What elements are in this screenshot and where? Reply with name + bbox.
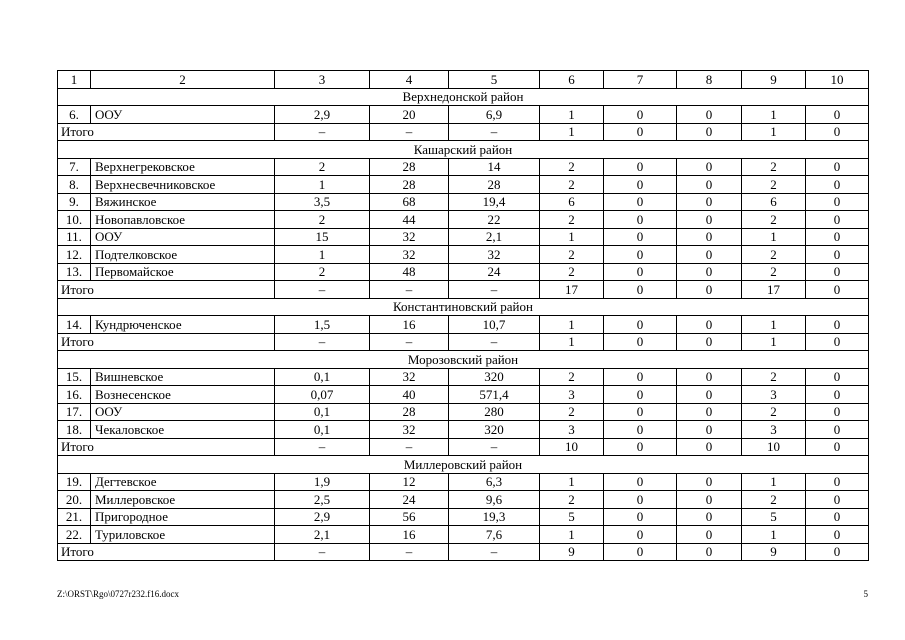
cell-c4: 40 bbox=[370, 386, 449, 404]
row-number: 20. bbox=[58, 491, 91, 509]
cell-c10: 0 bbox=[806, 368, 869, 386]
cell-c10: 0 bbox=[806, 491, 869, 509]
column-header: 8 bbox=[677, 71, 742, 89]
cell-c8: 0 bbox=[677, 473, 742, 491]
total-c4: – bbox=[370, 281, 449, 299]
cell-c5: 10,7 bbox=[449, 316, 540, 334]
cell-c6: 1 bbox=[540, 316, 604, 334]
total-c10: 0 bbox=[806, 543, 869, 561]
cell-c8: 0 bbox=[677, 508, 742, 526]
total-c3: – bbox=[275, 438, 370, 456]
section-row bbox=[58, 298, 869, 316]
total-row bbox=[58, 438, 869, 456]
section-title: Константиновский район bbox=[58, 298, 869, 316]
total-label: Итого bbox=[58, 543, 275, 561]
cell-c5: 19,3 bbox=[449, 508, 540, 526]
cell-c4: 68 bbox=[370, 193, 449, 211]
cell-c9: 3 bbox=[742, 421, 806, 439]
cell-c4: 32 bbox=[370, 368, 449, 386]
cell-c4: 32 bbox=[370, 228, 449, 246]
table-row bbox=[58, 508, 869, 526]
total-row bbox=[58, 123, 869, 141]
total-c3: – bbox=[275, 333, 370, 351]
cell-c3: 2 bbox=[275, 158, 370, 176]
settlement-name: Вяжинское bbox=[91, 193, 275, 211]
total-row bbox=[58, 333, 869, 351]
cell-c3: 2,1 bbox=[275, 526, 370, 544]
cell-c8: 0 bbox=[677, 193, 742, 211]
total-c10: 0 bbox=[806, 438, 869, 456]
section-title: Морозовский район bbox=[58, 351, 869, 369]
table-row bbox=[58, 193, 869, 211]
cell-c6: 5 bbox=[540, 508, 604, 526]
column-header: 1 bbox=[58, 71, 91, 89]
total-c4: – bbox=[370, 123, 449, 141]
cell-c10: 0 bbox=[806, 158, 869, 176]
total-c8: 0 bbox=[677, 123, 742, 141]
cell-c5: 320 bbox=[449, 421, 540, 439]
cell-c3: 1,5 bbox=[275, 316, 370, 334]
cell-c5: 9,6 bbox=[449, 491, 540, 509]
cell-c10: 0 bbox=[806, 263, 869, 281]
total-c9: 10 bbox=[742, 438, 806, 456]
row-number: 13. bbox=[58, 263, 91, 281]
total-c7: 0 bbox=[604, 333, 677, 351]
table-row bbox=[58, 228, 869, 246]
cell-c7: 0 bbox=[604, 368, 677, 386]
cell-c4: 24 bbox=[370, 491, 449, 509]
cell-c3: 2 bbox=[275, 263, 370, 281]
cell-c3: 2,9 bbox=[275, 508, 370, 526]
table-row bbox=[58, 158, 869, 176]
cell-c9: 2 bbox=[742, 403, 806, 421]
table-row bbox=[58, 368, 869, 386]
column-header: 10 bbox=[806, 71, 869, 89]
cell-c4: 32 bbox=[370, 246, 449, 264]
total-c7: 0 bbox=[604, 123, 677, 141]
row-number: 22. bbox=[58, 526, 91, 544]
total-c5: – bbox=[449, 123, 540, 141]
row-number: 14. bbox=[58, 316, 91, 334]
cell-c3: 0,1 bbox=[275, 368, 370, 386]
cell-c7: 0 bbox=[604, 526, 677, 544]
cell-c5: 6,3 bbox=[449, 473, 540, 491]
cell-c4: 20 bbox=[370, 106, 449, 124]
cell-c3: 2,9 bbox=[275, 106, 370, 124]
section-row bbox=[58, 141, 869, 159]
cell-c7: 0 bbox=[604, 228, 677, 246]
cell-c3: 1,9 bbox=[275, 473, 370, 491]
cell-c9: 2 bbox=[742, 176, 806, 194]
row-number: 21. bbox=[58, 508, 91, 526]
cell-c8: 0 bbox=[677, 386, 742, 404]
cell-c10: 0 bbox=[806, 176, 869, 194]
table-row bbox=[58, 526, 869, 544]
cell-c6: 1 bbox=[540, 106, 604, 124]
cell-c9: 2 bbox=[742, 246, 806, 264]
row-number: 7. bbox=[58, 158, 91, 176]
total-c3: – bbox=[275, 543, 370, 561]
row-number: 18. bbox=[58, 421, 91, 439]
total-c6: 1 bbox=[540, 333, 604, 351]
cell-c5: 24 bbox=[449, 263, 540, 281]
cell-c9: 1 bbox=[742, 473, 806, 491]
cell-c6: 2 bbox=[540, 403, 604, 421]
row-number: 19. bbox=[58, 473, 91, 491]
cell-c9: 1 bbox=[742, 316, 806, 334]
settlement-name: Новопавловское bbox=[91, 211, 275, 229]
cell-c10: 0 bbox=[806, 526, 869, 544]
cell-c10: 0 bbox=[806, 386, 869, 404]
cell-c10: 0 bbox=[806, 508, 869, 526]
total-c9: 1 bbox=[742, 123, 806, 141]
settlement-name: Миллеровское bbox=[91, 491, 275, 509]
cell-c4: 48 bbox=[370, 263, 449, 281]
cell-c5: 320 bbox=[449, 368, 540, 386]
cell-c9: 3 bbox=[742, 386, 806, 404]
section-row bbox=[58, 351, 869, 369]
total-c7: 0 bbox=[604, 543, 677, 561]
total-c10: 0 bbox=[806, 333, 869, 351]
table-row bbox=[58, 106, 869, 124]
total-c6: 9 bbox=[540, 543, 604, 561]
cell-c6: 3 bbox=[540, 386, 604, 404]
settlement-name: Вишневское bbox=[91, 368, 275, 386]
cell-c5: 19,4 bbox=[449, 193, 540, 211]
cell-c3: 15 bbox=[275, 228, 370, 246]
row-number: 11. bbox=[58, 228, 91, 246]
column-header: 2 bbox=[91, 71, 275, 89]
settlement-name: Пригородное bbox=[91, 508, 275, 526]
total-c8: 0 bbox=[677, 438, 742, 456]
total-label: Итого bbox=[58, 438, 275, 456]
cell-c7: 0 bbox=[604, 106, 677, 124]
cell-c8: 0 bbox=[677, 158, 742, 176]
cell-c4: 16 bbox=[370, 316, 449, 334]
cell-c9: 5 bbox=[742, 508, 806, 526]
cell-c9: 6 bbox=[742, 193, 806, 211]
cell-c5: 7,6 bbox=[449, 526, 540, 544]
settlement-name: Кундрюченское bbox=[91, 316, 275, 334]
column-header: 6 bbox=[540, 71, 604, 89]
cell-c7: 0 bbox=[604, 403, 677, 421]
total-c6: 1 bbox=[540, 123, 604, 141]
cell-c5: 32 bbox=[449, 246, 540, 264]
cell-c8: 0 bbox=[677, 263, 742, 281]
cell-c5: 14 bbox=[449, 158, 540, 176]
cell-c7: 0 bbox=[604, 386, 677, 404]
total-c8: 0 bbox=[677, 543, 742, 561]
cell-c7: 0 bbox=[604, 176, 677, 194]
total-c3: – bbox=[275, 123, 370, 141]
cell-c4: 28 bbox=[370, 403, 449, 421]
table-row bbox=[58, 316, 869, 334]
row-number: 12. bbox=[58, 246, 91, 264]
total-c9: 9 bbox=[742, 543, 806, 561]
settlement-name: ООУ bbox=[91, 228, 275, 246]
cell-c6: 2 bbox=[540, 158, 604, 176]
cell-c6: 2 bbox=[540, 246, 604, 264]
cell-c9: 1 bbox=[742, 106, 806, 124]
cell-c4: 44 bbox=[370, 211, 449, 229]
cell-c9: 2 bbox=[742, 263, 806, 281]
cell-c6: 1 bbox=[540, 473, 604, 491]
total-c5: – bbox=[449, 543, 540, 561]
column-header: 3 bbox=[275, 71, 370, 89]
cell-c3: 0,1 bbox=[275, 421, 370, 439]
settlement-name: Верхнесвечниковское bbox=[91, 176, 275, 194]
cell-c3: 2,5 bbox=[275, 491, 370, 509]
total-row bbox=[58, 281, 869, 299]
section-title: Кашарский район bbox=[58, 141, 869, 159]
total-label: Итого bbox=[58, 281, 275, 299]
table-row bbox=[58, 263, 869, 281]
cell-c6: 1 bbox=[540, 228, 604, 246]
cell-c4: 56 bbox=[370, 508, 449, 526]
settlement-name: Чекаловское bbox=[91, 421, 275, 439]
table-row bbox=[58, 491, 869, 509]
settlement-name: ООУ bbox=[91, 106, 275, 124]
cell-c6: 2 bbox=[540, 263, 604, 281]
cell-c3: 0,07 bbox=[275, 386, 370, 404]
cell-c10: 0 bbox=[806, 193, 869, 211]
total-c8: 0 bbox=[677, 281, 742, 299]
cell-c4: 28 bbox=[370, 158, 449, 176]
cell-c6: 2 bbox=[540, 176, 604, 194]
settlement-name: Дегтевское bbox=[91, 473, 275, 491]
cell-c3: 3,5 bbox=[275, 193, 370, 211]
cell-c7: 0 bbox=[604, 491, 677, 509]
column-header: 9 bbox=[742, 71, 806, 89]
cell-c7: 0 bbox=[604, 263, 677, 281]
cell-c3: 1 bbox=[275, 176, 370, 194]
file-path: Z:\ORST\Rgo\0727r232.f16.docx bbox=[57, 589, 179, 599]
total-label: Итого bbox=[58, 333, 275, 351]
cell-c3: 1 bbox=[275, 246, 370, 264]
cell-c6: 1 bbox=[540, 526, 604, 544]
cell-c10: 0 bbox=[806, 106, 869, 124]
cell-c7: 0 bbox=[604, 421, 677, 439]
cell-c10: 0 bbox=[806, 228, 869, 246]
settlement-name: Подтелковское bbox=[91, 246, 275, 264]
cell-c8: 0 bbox=[677, 368, 742, 386]
cell-c7: 0 bbox=[604, 473, 677, 491]
section-title: Миллеровский район bbox=[58, 456, 869, 474]
column-header: 5 bbox=[449, 71, 540, 89]
column-header: 4 bbox=[370, 71, 449, 89]
table-row bbox=[58, 473, 869, 491]
cell-c10: 0 bbox=[806, 246, 869, 264]
total-c9: 17 bbox=[742, 281, 806, 299]
cell-c7: 0 bbox=[604, 193, 677, 211]
total-c3: – bbox=[275, 281, 370, 299]
total-c4: – bbox=[370, 333, 449, 351]
total-c4: – bbox=[370, 543, 449, 561]
cell-c6: 2 bbox=[540, 491, 604, 509]
table-row bbox=[58, 211, 869, 229]
cell-c9: 2 bbox=[742, 491, 806, 509]
row-number: 17. bbox=[58, 403, 91, 421]
cell-c8: 0 bbox=[677, 176, 742, 194]
table-row bbox=[58, 386, 869, 404]
cell-c8: 0 bbox=[677, 246, 742, 264]
table-row bbox=[58, 403, 869, 421]
cell-c10: 0 bbox=[806, 473, 869, 491]
section-row bbox=[58, 456, 869, 474]
total-c8: 0 bbox=[677, 333, 742, 351]
settlement-name: Туриловское bbox=[91, 526, 275, 544]
data-table bbox=[57, 70, 869, 561]
row-number: 15. bbox=[58, 368, 91, 386]
cell-c8: 0 bbox=[677, 316, 742, 334]
total-c5: – bbox=[449, 333, 540, 351]
row-number: 8. bbox=[58, 176, 91, 194]
cell-c9: 2 bbox=[742, 158, 806, 176]
total-c6: 10 bbox=[540, 438, 604, 456]
cell-c10: 0 bbox=[806, 421, 869, 439]
table-row bbox=[58, 421, 869, 439]
cell-c5: 22 bbox=[449, 211, 540, 229]
cell-c7: 0 bbox=[604, 316, 677, 334]
cell-c4: 12 bbox=[370, 473, 449, 491]
row-number: 10. bbox=[58, 211, 91, 229]
total-c6: 17 bbox=[540, 281, 604, 299]
cell-c6: 2 bbox=[540, 211, 604, 229]
cell-c8: 0 bbox=[677, 403, 742, 421]
cell-c7: 0 bbox=[604, 158, 677, 176]
table-row bbox=[58, 176, 869, 194]
total-c10: 0 bbox=[806, 281, 869, 299]
cell-c10: 0 bbox=[806, 316, 869, 334]
total-c5: – bbox=[449, 281, 540, 299]
row-number: 6. bbox=[58, 106, 91, 124]
total-row bbox=[58, 543, 869, 561]
cell-c5: 280 bbox=[449, 403, 540, 421]
cell-c4: 32 bbox=[370, 421, 449, 439]
total-c10: 0 bbox=[806, 123, 869, 141]
page-number: 5 bbox=[863, 589, 868, 599]
cell-c5: 28 bbox=[449, 176, 540, 194]
column-header: 7 bbox=[604, 71, 677, 89]
settlement-name: Первомайское bbox=[91, 263, 275, 281]
cell-c7: 0 bbox=[604, 211, 677, 229]
cell-c10: 0 bbox=[806, 403, 869, 421]
total-c5: – bbox=[449, 438, 540, 456]
cell-c10: 0 bbox=[806, 211, 869, 229]
cell-c3: 0,1 bbox=[275, 403, 370, 421]
row-number: 16. bbox=[58, 386, 91, 404]
cell-c9: 1 bbox=[742, 228, 806, 246]
table-row bbox=[58, 246, 869, 264]
row-number: 9. bbox=[58, 193, 91, 211]
cell-c4: 16 bbox=[370, 526, 449, 544]
cell-c9: 1 bbox=[742, 526, 806, 544]
total-c4: – bbox=[370, 438, 449, 456]
total-c7: 0 bbox=[604, 438, 677, 456]
cell-c5: 571,4 bbox=[449, 386, 540, 404]
total-c7: 0 bbox=[604, 281, 677, 299]
settlement-name: Вознесенское bbox=[91, 386, 275, 404]
cell-c8: 0 bbox=[677, 526, 742, 544]
settlement-name: Верхнегрековское bbox=[91, 158, 275, 176]
cell-c4: 28 bbox=[370, 176, 449, 194]
cell-c8: 0 bbox=[677, 491, 742, 509]
cell-c9: 2 bbox=[742, 368, 806, 386]
cell-c8: 0 bbox=[677, 106, 742, 124]
cell-c8: 0 bbox=[677, 211, 742, 229]
cell-c8: 0 bbox=[677, 421, 742, 439]
cell-c5: 6,9 bbox=[449, 106, 540, 124]
cell-c6: 6 bbox=[540, 193, 604, 211]
section-title: Верхнедонской район bbox=[58, 88, 869, 106]
cell-c6: 3 bbox=[540, 421, 604, 439]
cell-c6: 2 bbox=[540, 368, 604, 386]
cell-c7: 0 bbox=[604, 508, 677, 526]
settlement-name: ООУ bbox=[91, 403, 275, 421]
total-label: Итого bbox=[58, 123, 275, 141]
cell-c8: 0 bbox=[677, 228, 742, 246]
header-row bbox=[58, 71, 869, 89]
cell-c9: 2 bbox=[742, 211, 806, 229]
total-c9: 1 bbox=[742, 333, 806, 351]
section-row bbox=[58, 88, 869, 106]
cell-c3: 2 bbox=[275, 211, 370, 229]
cell-c5: 2,1 bbox=[449, 228, 540, 246]
cell-c7: 0 bbox=[604, 246, 677, 264]
